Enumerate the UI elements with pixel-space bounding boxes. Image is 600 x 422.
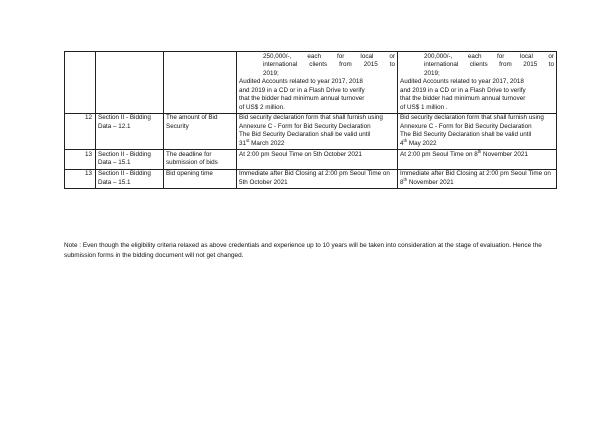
year-line: 2019; — [424, 69, 440, 77]
cell-description: Bid opening time — [164, 169, 237, 188]
audit-line: of US$ 2 million. — [239, 103, 285, 111]
cell-no: 13 — [65, 150, 96, 169]
year-line: 2019; — [263, 69, 279, 77]
audit-line: that the bidder had minimum annual turnover — [239, 95, 365, 103]
cell-amended-clause — [398, 113, 557, 149]
audit-line: Audited Accounts related to year 2017, 2018 — [400, 78, 524, 86]
intl-clients-line: international clients from 2015 to — [263, 61, 395, 69]
amount-text: or — [548, 52, 554, 60]
audit-line: and 2019 in a CD or in a Flash Drive to verify — [400, 86, 526, 94]
cell-existing-clause — [237, 52, 398, 114]
validity-date: 31st March 2022 — [239, 137, 285, 147]
table-row — [65, 113, 557, 149]
clause-text: Bid security declaration form that shall furnish using Annexure C - Form for Bid Security Declaration — [239, 114, 383, 130]
cell-existing-clause: Immediate after Bid Closing at 2:00 pm Seoul Time on 5th October 2021 — [237, 169, 398, 188]
audit-line: and 2019 in a CD or in a Flash Drive to verify — [239, 86, 365, 94]
amount-text: each — [307, 52, 322, 60]
cell-amended-clause: Immediate after Bid Closing at 2:00 pm Seoul Time on 8th November 2021 — [398, 169, 557, 188]
cell-section: Section II - Bidding Data – 15.1 — [96, 150, 164, 169]
cell-amended-clause: At 2:00 pm Seoul Time on 8th November 2021 — [398, 150, 557, 169]
amount-text: local — [360, 52, 374, 60]
audit-line: of US$ 1 million . — [400, 103, 448, 111]
amount-text: 200,000/-, — [424, 52, 453, 60]
clause-text: The Bid Security Declaration shall be valid until — [239, 131, 371, 139]
table-row — [65, 150, 557, 169]
validity-date: 4th May 2022 — [400, 137, 437, 147]
amount-text: for — [337, 52, 345, 60]
table-row — [65, 52, 557, 114]
cell-description: The deadline for submission of bids — [164, 150, 237, 169]
amendment-table — [64, 51, 557, 189]
cell-description: The amount of Bid Security — [164, 113, 237, 149]
cell-section: Section II - Bidding Data – 12.1 — [96, 113, 164, 149]
cell-no: 12 — [65, 113, 96, 149]
amount-text: each — [467, 52, 482, 60]
intl-clients-line: international clients from 2015 to — [424, 61, 554, 69]
cell-no: 13 — [65, 169, 96, 188]
cell-existing-clause — [237, 113, 398, 149]
cell-no — [65, 52, 96, 114]
amount-text: or — [389, 52, 395, 60]
table-row — [65, 169, 557, 188]
amount-text: local — [519, 52, 533, 60]
amount-line — [400, 53, 554, 62]
audit-line: that the bidder had minimum annual turnover — [400, 95, 526, 103]
clause-text: The Bid Security Declaration shall be valid until — [400, 131, 532, 139]
footnote: Note : Even though the eligibility criteria relaxed as above credentials and experience up to 10 years will be taken into consideration at the stage of evaluation. Hence the submission forms in the bidding document will not get changed. — [64, 242, 542, 259]
cell-amended-clause — [398, 52, 557, 114]
cell-description — [164, 52, 237, 114]
cell-existing-clause: At 2:00 pm Seoul Time on 5th October 2021 — [237, 150, 398, 169]
cell-section — [96, 52, 164, 114]
clause-text: Bid security declaration form that shall furnish using Annexure C - Form for Bid Security Declaration — [400, 114, 544, 130]
cell-section: Section II - Bidding Data – 15.1 — [96, 169, 164, 188]
audit-line: Audited Accounts related to year 2017, 2018 — [239, 78, 363, 86]
amount-text: for — [497, 52, 505, 60]
amount-line — [239, 53, 395, 62]
amount-text: 250,000/-, — [263, 52, 292, 60]
